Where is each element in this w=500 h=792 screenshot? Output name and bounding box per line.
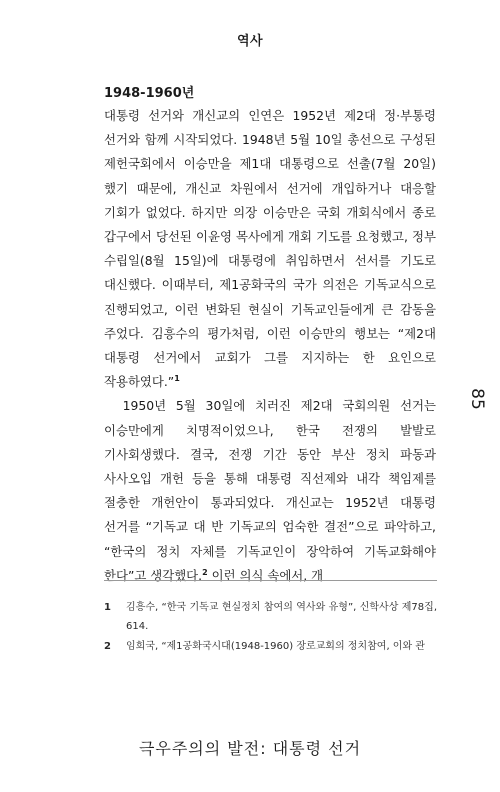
footnote-divider: [104, 580, 437, 581]
footnote-text: 임희국, “제1공화국시대(1948-1960) 장로교회의 정치참여, 이와 관: [126, 641, 425, 652]
footnote-text: 김흥수, “한국 기독교 현실정치 참여의 역사와 유형”, 신학사상 제78집, 614.: [126, 602, 437, 632]
footnote-ref-1[interactable]: 1: [174, 374, 180, 384]
chapter-title: 극우주의의 발전: 대통령 선거: [138, 739, 362, 758]
paragraph-1: [104, 104, 436, 394]
footnote-number: 1: [104, 602, 111, 613]
page-number: 85: [467, 388, 487, 410]
paragraph-2-tail: 이런 의식 속에서, 개: [207, 567, 324, 583]
running-header: 역사: [236, 34, 264, 49]
footnote-item: [104, 637, 437, 656]
body-text: [104, 104, 436, 588]
paragraph-2: [104, 394, 436, 588]
footnote-number: 2: [104, 641, 111, 652]
paragraph-1-text: 대통령 선거와 개신교의 인연은 1952년 제2대 정·부통령 선거와 함께 시작되었다. 1948년 5월 10일 총선으로 구성된 제헌국회에서 이승만을 제1대 대통령으로 선출(7월 20일)했기 때문에, 개신교 차원에서 선거에 개입하거나 대응할 기회가 없었다. 하지만 의장 이승만은 국회 개회식에서 종로 갑구에서 당선된 이윤영 목사에게 개회 기도를 요청했고, 정부 수립일(8월 15일)에 대통령에 취임하면서 선서를 기도로 대신했다. 이때부터, 제1공화국의 국가 의전은 기독교식으로 진행되었고, 이런 변화된 현실이 기독교인들에게 큰 감동을 주었다. 김흥수의 평가처럼, 이런 이승만의 행보는 “제2대 대통령 선거에서 교회가 그를 지지하는 한 요인으로 작용하였다.”: [104, 108, 436, 390]
footnote-ref-2[interactable]: 2: [202, 567, 208, 577]
section-heading: 1948-1960년: [104, 86, 195, 101]
footnotes: [104, 598, 437, 657]
footnote-item: [104, 598, 437, 636]
paragraph-2-text: 1950년 5월 30일에 치러진 제2대 국회의원 선거는 이승만에게 치명적이었으나, 한국 전쟁의 발발로 기사회생했다. 결국, 전쟁 기간 동안 부산 정치 파동과 사사오입 개헌 등을 통해 대통령 직선제와 내각 책임제를 절충한 개헌안이 통과되었다. 개신교는 1952년 대통령 선거를 “기독교 대 반 기독교의 엄숙한 결전”으로 파악하고, “한국의 정치 자체를 기독교인이 장악하여 기독교화해야 한다”고 생각했다.: [104, 398, 436, 583]
